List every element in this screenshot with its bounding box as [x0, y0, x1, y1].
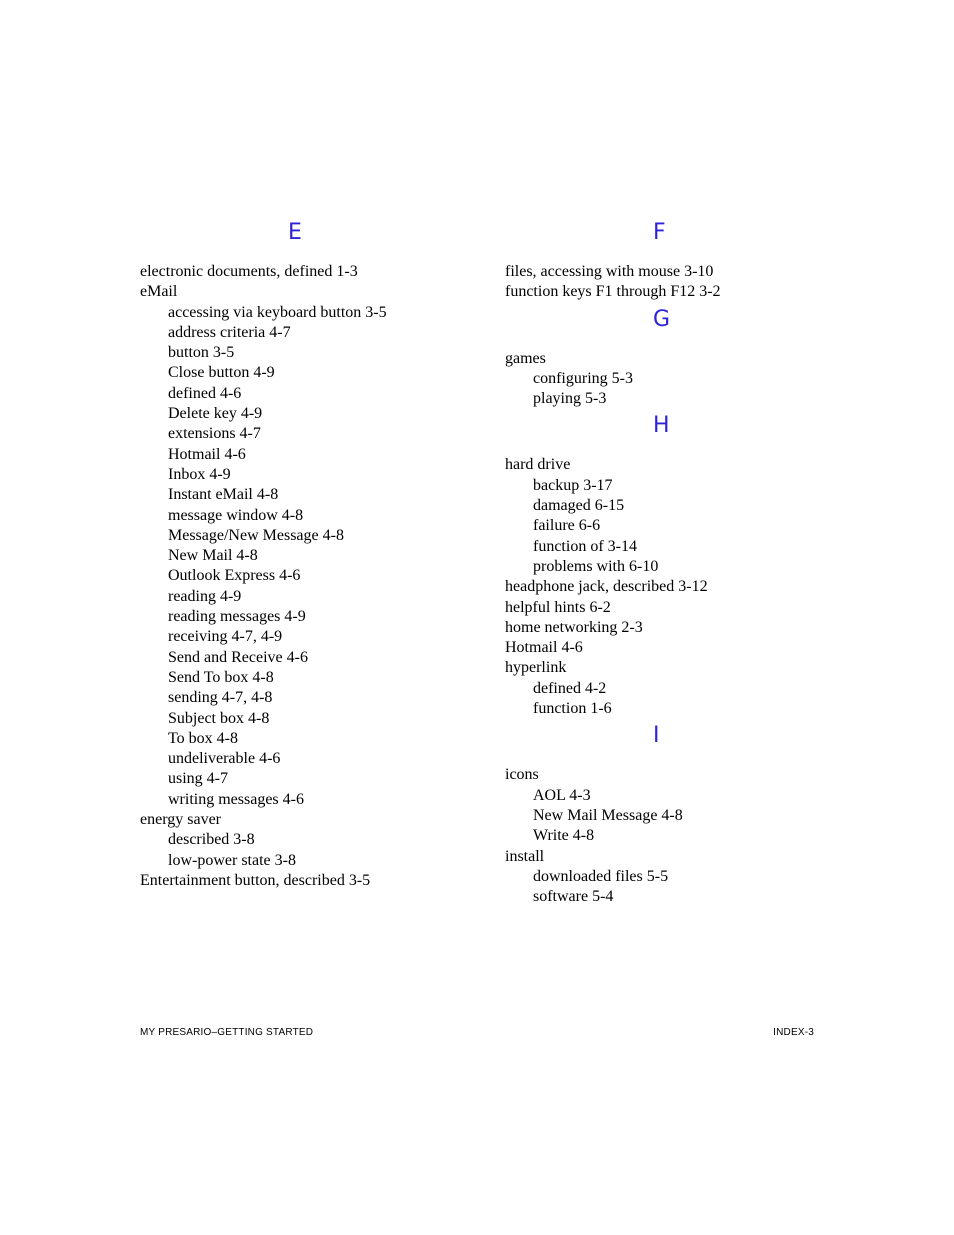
index-subentry: software 5-4 [533, 888, 614, 906]
section-letter-f: F [653, 220, 666, 245]
index-subentry: AOL 4-3 [533, 786, 591, 804]
footer-page-number: INDEX-3 [773, 1027, 814, 1038]
index-entry: eMail [140, 283, 178, 301]
section-i-entries [505, 765, 825, 907]
index-column-left [140, 218, 480, 891]
index-subentry: configuring 5-3 [533, 369, 633, 387]
index-subentry: failure 6-6 [533, 517, 601, 535]
index-subentry: Instant eMail 4-8 [168, 486, 279, 504]
index-section-h [505, 411, 825, 719]
index-subentry: damaged 6-15 [533, 497, 625, 515]
index-subentry: problems with 6-10 [533, 557, 659, 575]
index-entry: energy saver [140, 811, 221, 829]
index-subentry: low-power state 3-8 [168, 851, 296, 869]
index-subentry: address criteria 4-7 [168, 323, 291, 341]
section-letter-i: I [653, 723, 660, 749]
section-h-entries [505, 455, 825, 719]
index-section-e [140, 218, 480, 891]
index-subentry: function of 3-14 [533, 537, 637, 555]
index-entry: games [505, 349, 546, 367]
index-entry: hyperlink [505, 659, 567, 677]
index-subentry: Send and Receive 4-6 [168, 648, 308, 666]
section-e-entries [140, 262, 480, 891]
index-subentry: Inbox 4-9 [168, 465, 231, 483]
index-subentry: Close button 4-9 [168, 364, 275, 382]
index-subentry: defined 4-2 [533, 679, 607, 697]
index-subentry: Write 4-8 [533, 827, 595, 845]
index-entry: headphone jack, described 3-12 [505, 578, 708, 596]
section-letter-e: E [288, 220, 302, 245]
index-subentry: button 3-5 [168, 344, 235, 362]
index-section-f [505, 218, 825, 303]
index-section-i [505, 721, 825, 907]
index-subentry: reading messages 4-9 [168, 608, 306, 626]
index-subentry: Subject box 4-8 [168, 709, 270, 727]
section-f-entries [505, 262, 825, 303]
index-subentry: To box 4-8 [168, 729, 238, 747]
index-subentry: function 1-6 [533, 700, 612, 718]
index-entry: electronic documents, defined 1-3 [140, 263, 358, 280]
index-subentry: Outlook Express 4-6 [168, 567, 301, 585]
index-subentry: downloaded files 5-5 [533, 867, 669, 885]
index-subentry: backup 3-17 [533, 476, 613, 494]
section-letter-g: G [653, 306, 671, 332]
index-subentry: Delete key 4-9 [168, 405, 263, 423]
index-entry: install [505, 847, 545, 865]
index-subentry: sending 4-7, 4-8 [168, 689, 273, 707]
index-entry: function keys F1 through F12 3-2 [505, 283, 721, 301]
index-subentry: Hotmail 4-6 [168, 445, 246, 463]
index-subentry: defined 4-6 [168, 384, 242, 402]
index-entry: Entertainment button, described 3-5 [140, 871, 371, 889]
footer-book-title: MY PRESARIO–GETTING STARTED [140, 1027, 314, 1038]
section-letter-h: H [653, 413, 670, 439]
index-entry: helpful hints 6-2 [505, 598, 611, 616]
index-subentry: reading 4-9 [168, 587, 242, 605]
index-section-g [505, 305, 825, 410]
index-subentry: using 4-7 [168, 770, 228, 788]
index-subentry: accessing via keyboard button 3-5 [168, 303, 387, 321]
index-subentry: playing 5-3 [533, 390, 607, 408]
index-entry: files, accessing with mouse 3-10 [505, 263, 714, 280]
index-subentry: New Mail Message 4-8 [533, 806, 683, 824]
index-entry: icons [505, 766, 539, 784]
index-subentry: Send To box 4-8 [168, 668, 274, 686]
index-column-right [505, 218, 825, 907]
index-subentry: writing messages 4-6 [168, 790, 304, 808]
index-subentry: New Mail 4-8 [168, 547, 258, 565]
index-entry: hard drive [505, 456, 571, 474]
index-subentry: receiving 4-7, 4-9 [168, 628, 283, 646]
section-g-entries [505, 349, 825, 410]
index-subentry: extensions 4-7 [168, 425, 261, 443]
index-subentry: Message/New Message 4-8 [168, 526, 344, 544]
index-subentry: described 3-8 [168, 831, 255, 849]
index-subentry: undeliverable 4-6 [168, 750, 281, 768]
index-entry: Hotmail 4-6 [505, 639, 583, 657]
index-entry: home networking 2-3 [505, 618, 643, 636]
index-subentry: message window 4-8 [168, 506, 304, 524]
